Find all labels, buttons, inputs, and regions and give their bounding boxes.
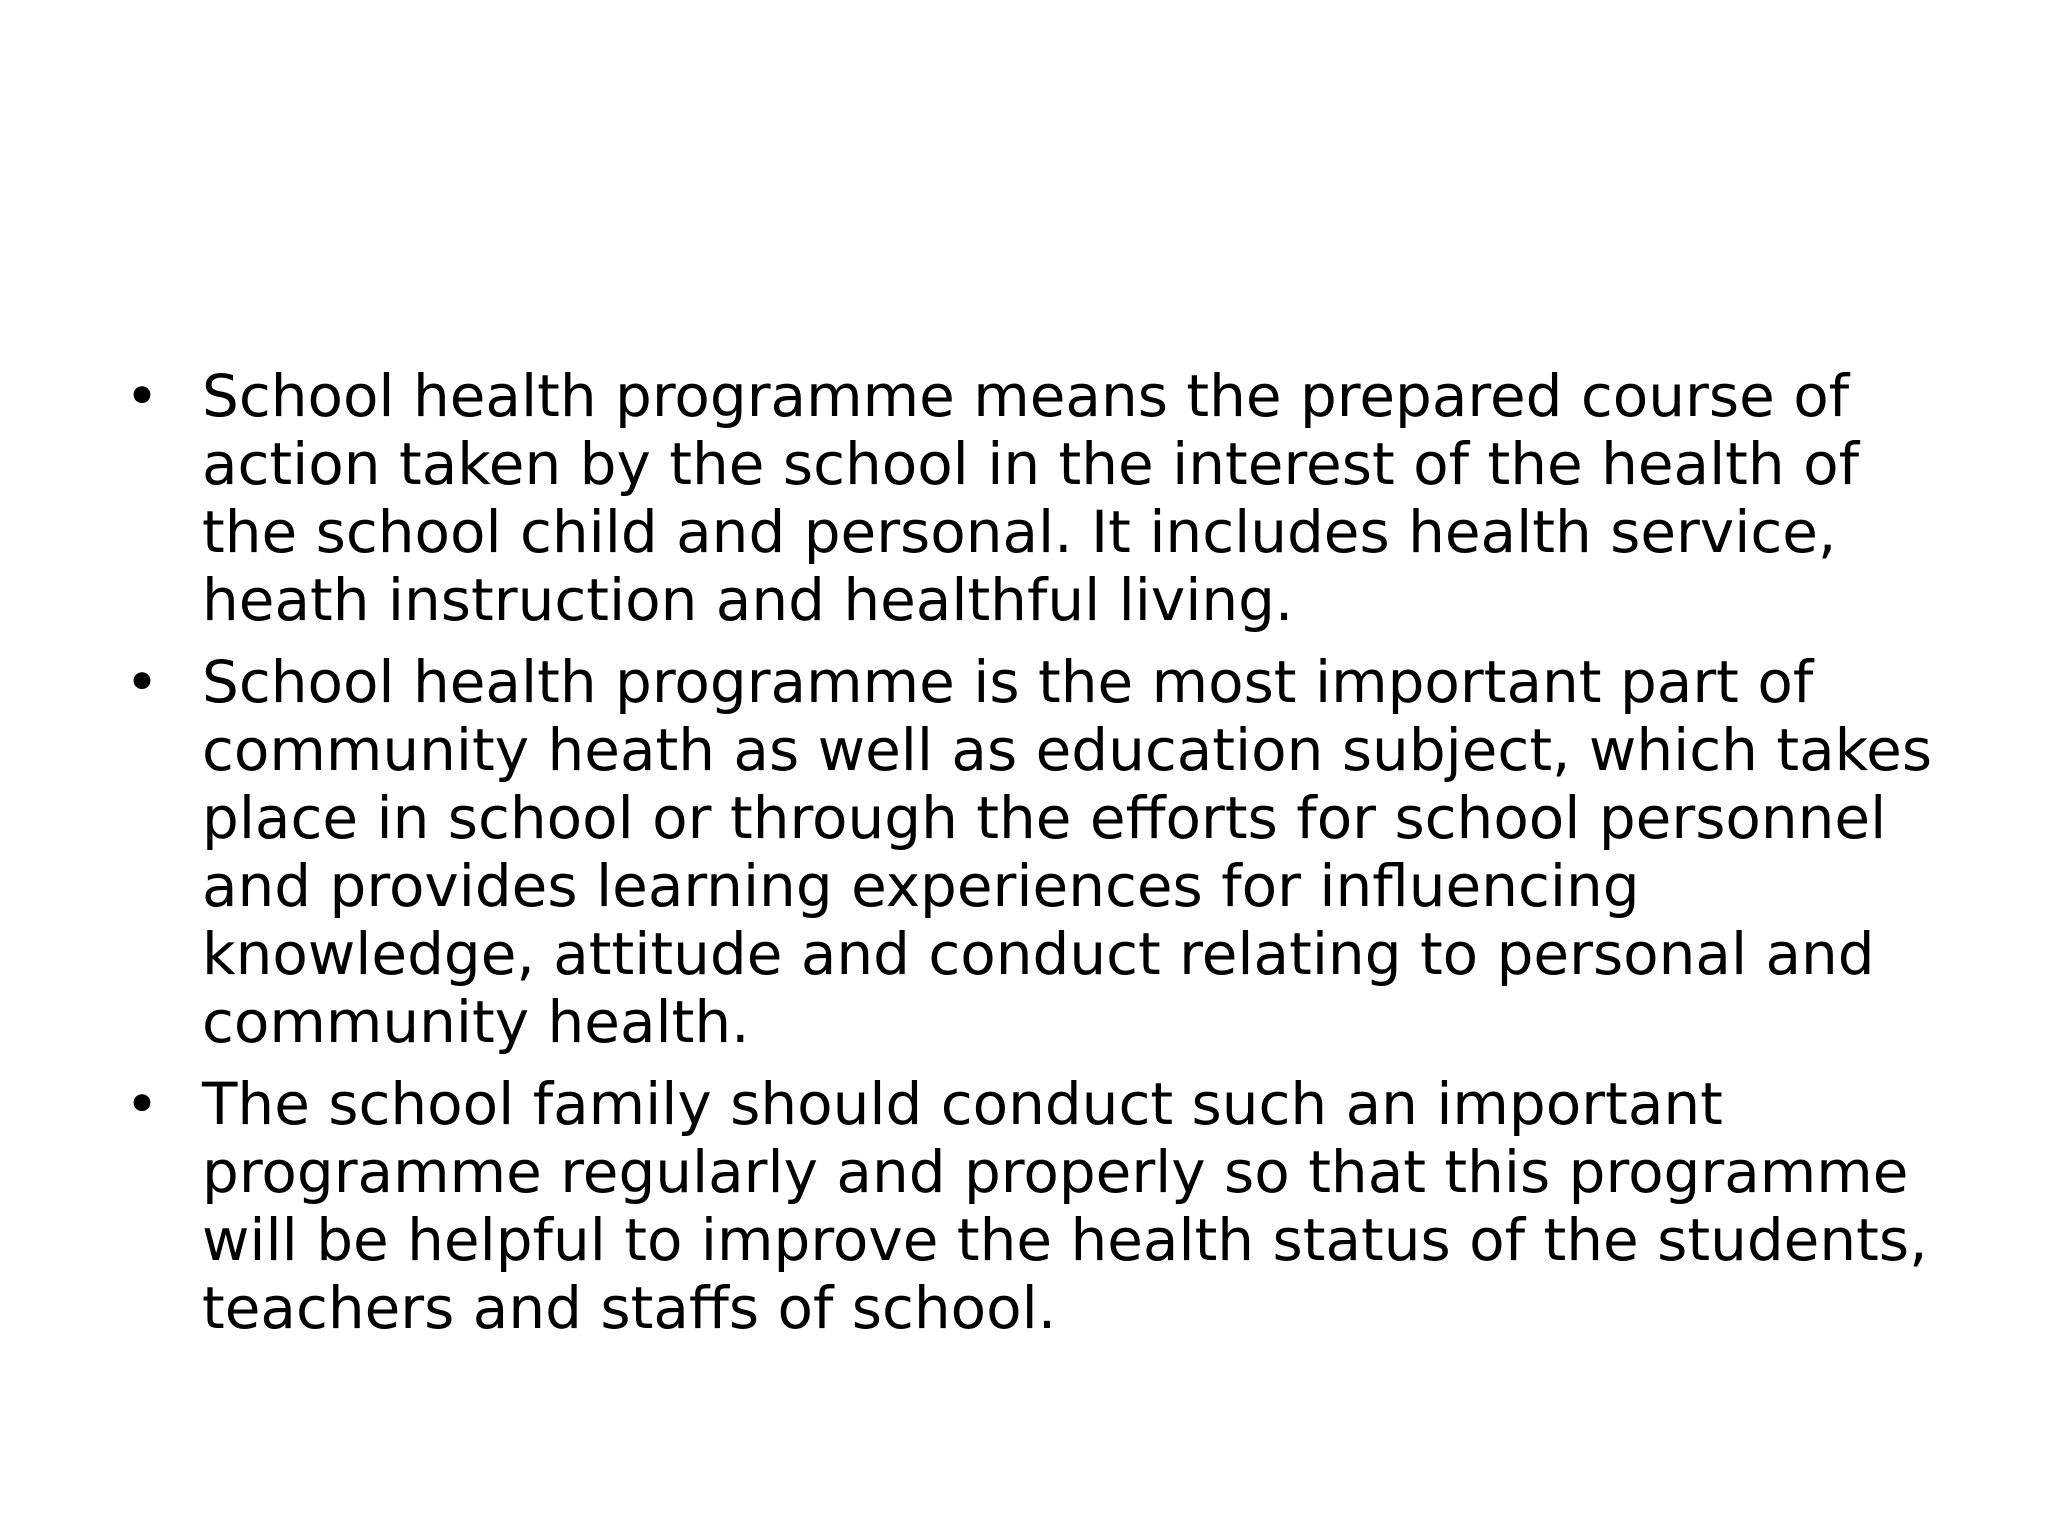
bullet-text: School health programme means the prepared course of action taken by the school in the interest of the health of the school child and personal. It includes health service, heath instruction and healthful living. [202,362,1860,634]
bullet-text: School health programme is the most important part of community heath as well as education subject, which takes place in school or through the efforts for school personnel and provides learning experiences for influencing knowledge, attitude and conduct relating to personal and community health. [202,648,1933,1056]
bullet-list [122,362,1948,1356]
bullet-dot-icon: • [124,362,160,430]
bullet-item [122,648,1948,1056]
bullet-item [122,362,1948,634]
bullet-dot-icon: • [124,648,160,716]
bullet-dot-icon: • [124,1070,160,1138]
bullet-text: The school family should conduct such an important programme regularly and properly so that this programme will be helpful to improve the health status of the students, teachers and staffs of school. [202,1070,1928,1342]
bullet-item [122,1070,1948,1342]
